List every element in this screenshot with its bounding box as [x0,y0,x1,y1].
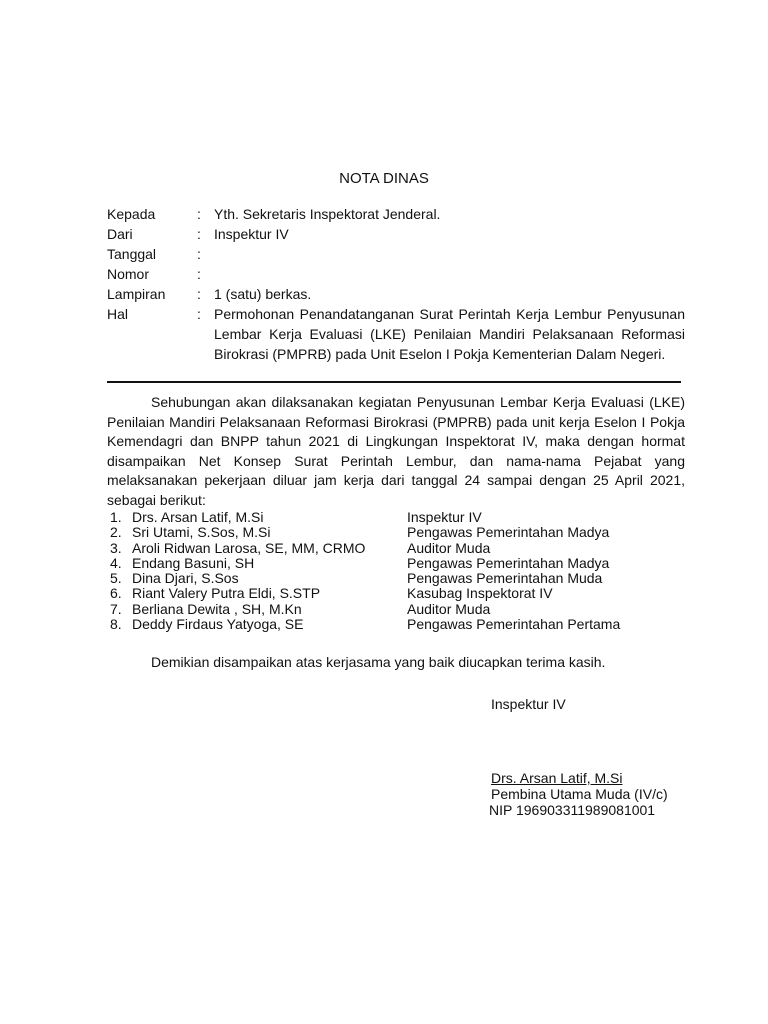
header-row-tanggal [107,244,685,264]
list-number: 1. [110,509,122,525]
body-paragraph [107,393,685,510]
signatory-title: Inspektur IV [491,696,566,712]
list-number: 7. [110,600,122,617]
list-position: Pengawas Pemerintahan Pertama [407,616,621,633]
list-position: Kasubag Inspektorat IV [407,585,553,602]
header-label: Tanggal [107,246,157,262]
header-value: Permohonan Penandatanganan Surat Perintah Kerja Lembur Penyusunan Lembar Kerja Evaluasi (LKE) Penilaian Mandiri Pelaksanaan Reformasi Birokrasi (PMPRB) pada Unit Eselon I Pokja Kementerian Dalam Negeri. [214,306,685,362]
header-row-lampiran [107,284,685,304]
list-item [110,571,670,586]
header-value: 1 (satu) berkas. [214,286,312,302]
list-position: Auditor Muda [407,539,491,556]
header-colon: : [197,246,201,262]
header-label: Nomor [107,266,150,282]
list-number: 2. [110,524,122,541]
list-position: Auditor Muda [407,600,491,617]
list-item [110,510,670,525]
list-name: Dina Djari, S.Sos [132,570,239,587]
list-name: Riant Valery Putra Eldi, S.STP [132,585,321,602]
header-label: Hal [107,306,129,322]
header-value [214,264,685,284]
header-label: Kepada [107,206,156,222]
memo-header [107,204,685,364]
list-number: 6. [110,585,122,602]
signatory-rank: Pembina Utama Muda (IV/c) [491,786,668,802]
list-item [110,525,670,540]
list-item [110,617,670,632]
header-value [214,244,685,264]
list-name: Endang Basuni, SH [132,554,255,571]
list-name: Sri Utami, S.Sos, M.Si [132,524,271,541]
list-position: Inspektur IV [407,509,482,525]
list-position: Pengawas Pemerintahan Madya [407,524,610,541]
header-row-kepada [107,204,685,224]
header-label: Lampiran [107,286,166,302]
header-row-hal [107,304,685,364]
list-item [110,541,670,556]
header-row-nomor [107,264,685,284]
header-value: Yth. Sekretaris Inspektorat Jenderal. [214,206,441,222]
list-number: 4. [110,554,122,571]
header-value: Inspektur IV [214,226,289,242]
signatory-nip: NIP 196903311989081001 [489,802,656,818]
document-title: NOTA DINAS [339,170,429,187]
list-name: Aroli Ridwan Larosa, SE, MM, CRMO [132,539,366,556]
list-item [110,602,670,617]
list-number: 3. [110,539,122,556]
header-colon: : [197,206,201,222]
list-position: Pengawas Pemerintahan Madya [407,554,610,571]
list-name: Berliana Dewita , SH, M.Kn [132,600,302,617]
header-label: Dari [107,226,133,242]
header-colon: : [197,226,201,242]
list-number: 5. [110,570,122,587]
list-name: Drs. Arsan Latif, M.Si [132,509,264,525]
personnel-list [110,510,670,632]
header-row-dari [107,224,685,244]
header-divider [107,381,681,383]
list-name: Deddy Firdaus Yatyoga, SE [132,616,304,633]
signatory-name: Drs. Arsan Latif, M.Si [491,770,623,786]
list-item [110,586,670,601]
list-item [110,556,670,571]
body-paragraph-text: Sehubungan akan dilaksanakan kegiatan Penyusunan Lembar Kerja Evaluasi (LKE) Penilaian Mandiri Pelaksanaan Reformasi Birokrasi (PMPRB) pada unit kerja Eselon I Pokja Kemendagri dan BNPP tahun 2021 di Lingkungan Inspektorat IV, maka dengan hormat disampaikan Net Konsep Surat Perintah Lembur, dan nama-nama Pejabat yang melaksanakan pekerjaan diluar jam kerja dari tanggal 24 sampai dengan 25 April 2021, sebagai berikut: [107,394,685,508]
header-colon: : [197,286,201,302]
closing-sentence: Demikian disampaikan atas kerjasama yang baik diucapkan terima kasih. [151,654,606,670]
header-colon: : [197,306,201,322]
list-number: 8. [110,616,122,633]
list-position: Pengawas Pemerintahan Muda [407,570,603,587]
header-colon: : [197,266,201,282]
